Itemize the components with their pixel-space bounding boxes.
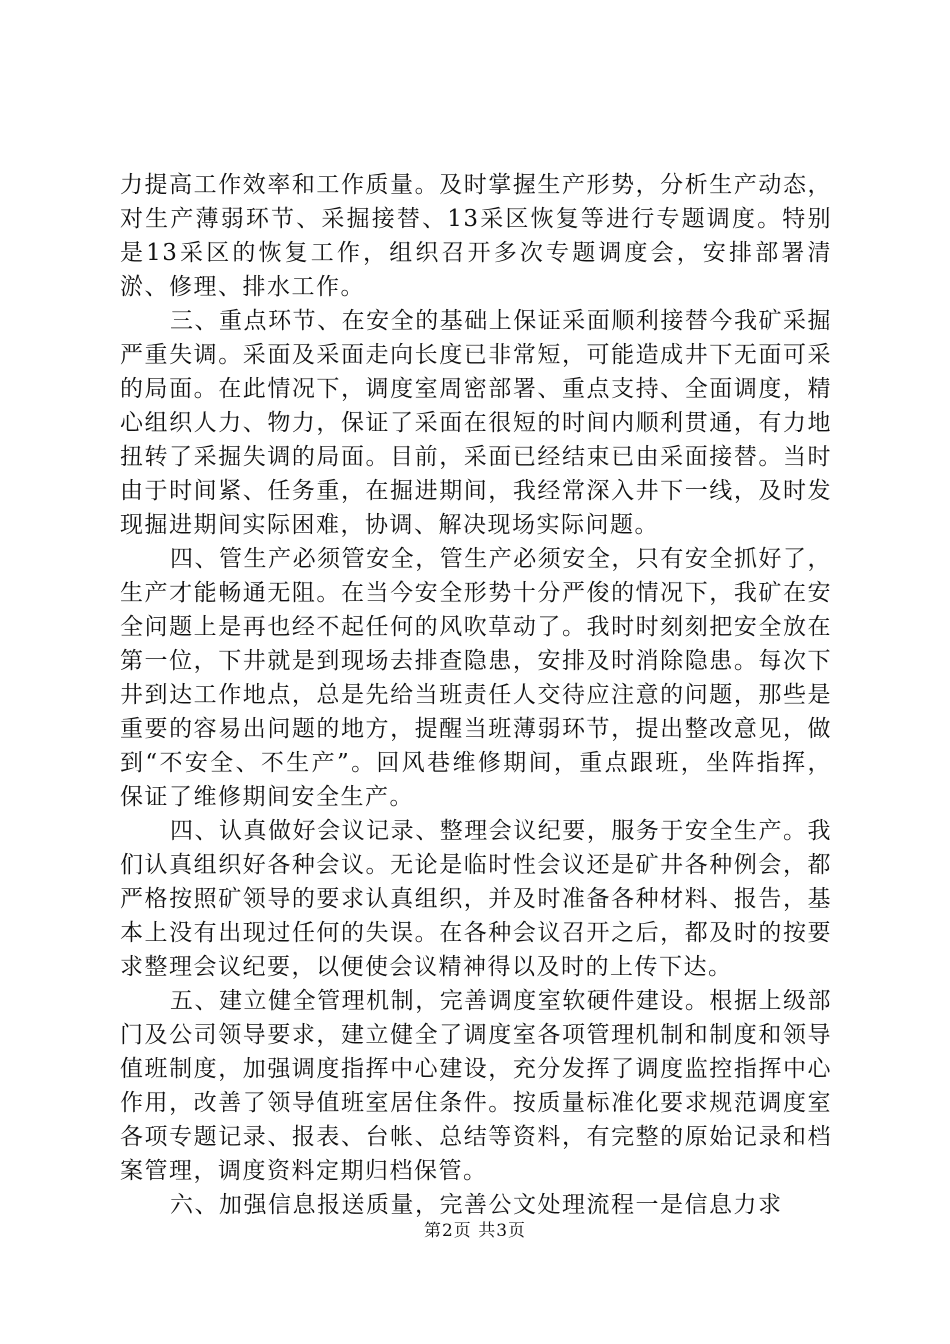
paragraph-section-5: 五、建立健全管理机制，完善调度室软硬件建设。根据上级部门及公司领导要求，建立健全了调度室各项管理机制和制度和领导值班制度，加强调度指挥中心建设，充分发挥了调度监控指挥中心作用，改善了领导值班室居住条件。按质量标准化要求规范调度室各项专题记录、报表、台帐、总结等资料，有完整的原始记录和档案管理，调度资料定期归档保管。 [120,988,832,1184]
paragraph-continuation: 力提高工作效率和工作质量。及时掌握生产形势，分析生产动态，对生产薄弱环节、采掘接替、13采区恢复等进行专题调度。特别是13采区的恢复工作，组织召开多次专题调度会，安排部署清淤、修理、排水工作。 [120,172,832,300]
paragraph-section-3: 三、重点环节、在安全的基础上保证采面顺利接替今我矿采掘严重失调。采面及采面走向长度已非常短，可能造成井下无面可采的局面。在此情况下，调度室周密部署、重点支持、全面调度，精心组织人力、物力，保证了采面在很短的时间内顺利贯通，有力地扭转了采掘失调的局面。目前，采面已经结束已由采面接替。当时由于时间紧、任务重，在掘进期间，我经常深入井下一线，及时发现掘进期间实际困难，协调、解决现场实际问题。 [120,308,832,538]
paragraph-section-4b: 四、认真做好会议记录、整理会议纪要，服务于安全生产。我们认真组织好各种会议。无论是临时性会议还是矿井各种例会，都严格按照矿领导的要求认真组织，并及时准备各种材料、报告，基本上没有出现过任何的失误。在各种会议召开之后，都及时的按要求整理会议纪要，以便使会议精神得以及时的上传下达。 [120,818,832,980]
document-body [120,168,832,1222]
page-number-footer: 第2页 共3页 [423,1221,527,1241]
paragraph-section-4a: 四、管生产必须管安全，管生产必须安全，只有安全抓好了，生产才能畅通无阻。在当今安全形势十分严俊的情况下，我矿在安全问题上是再也经不起任何的风吹草动了。我时时刻刻把安全放在第一位，下井就是到现场去排查隐患，安排及时消除隐患。每次下井到达工作地点，总是先给当班责任人交待应注意的问题，那些是重要的容易出问题的地方，提醒当班薄弱环节，提出整改意见，做到“不安全、不生产”。回风巷维修期间，重点跟班，坐阵指挥，保证了维修期间安全生产。 [120,546,832,810]
paragraph-section-6: 六、加强信息报送质量，完善公文处理流程一是信息力求 [170,1192,783,1218]
